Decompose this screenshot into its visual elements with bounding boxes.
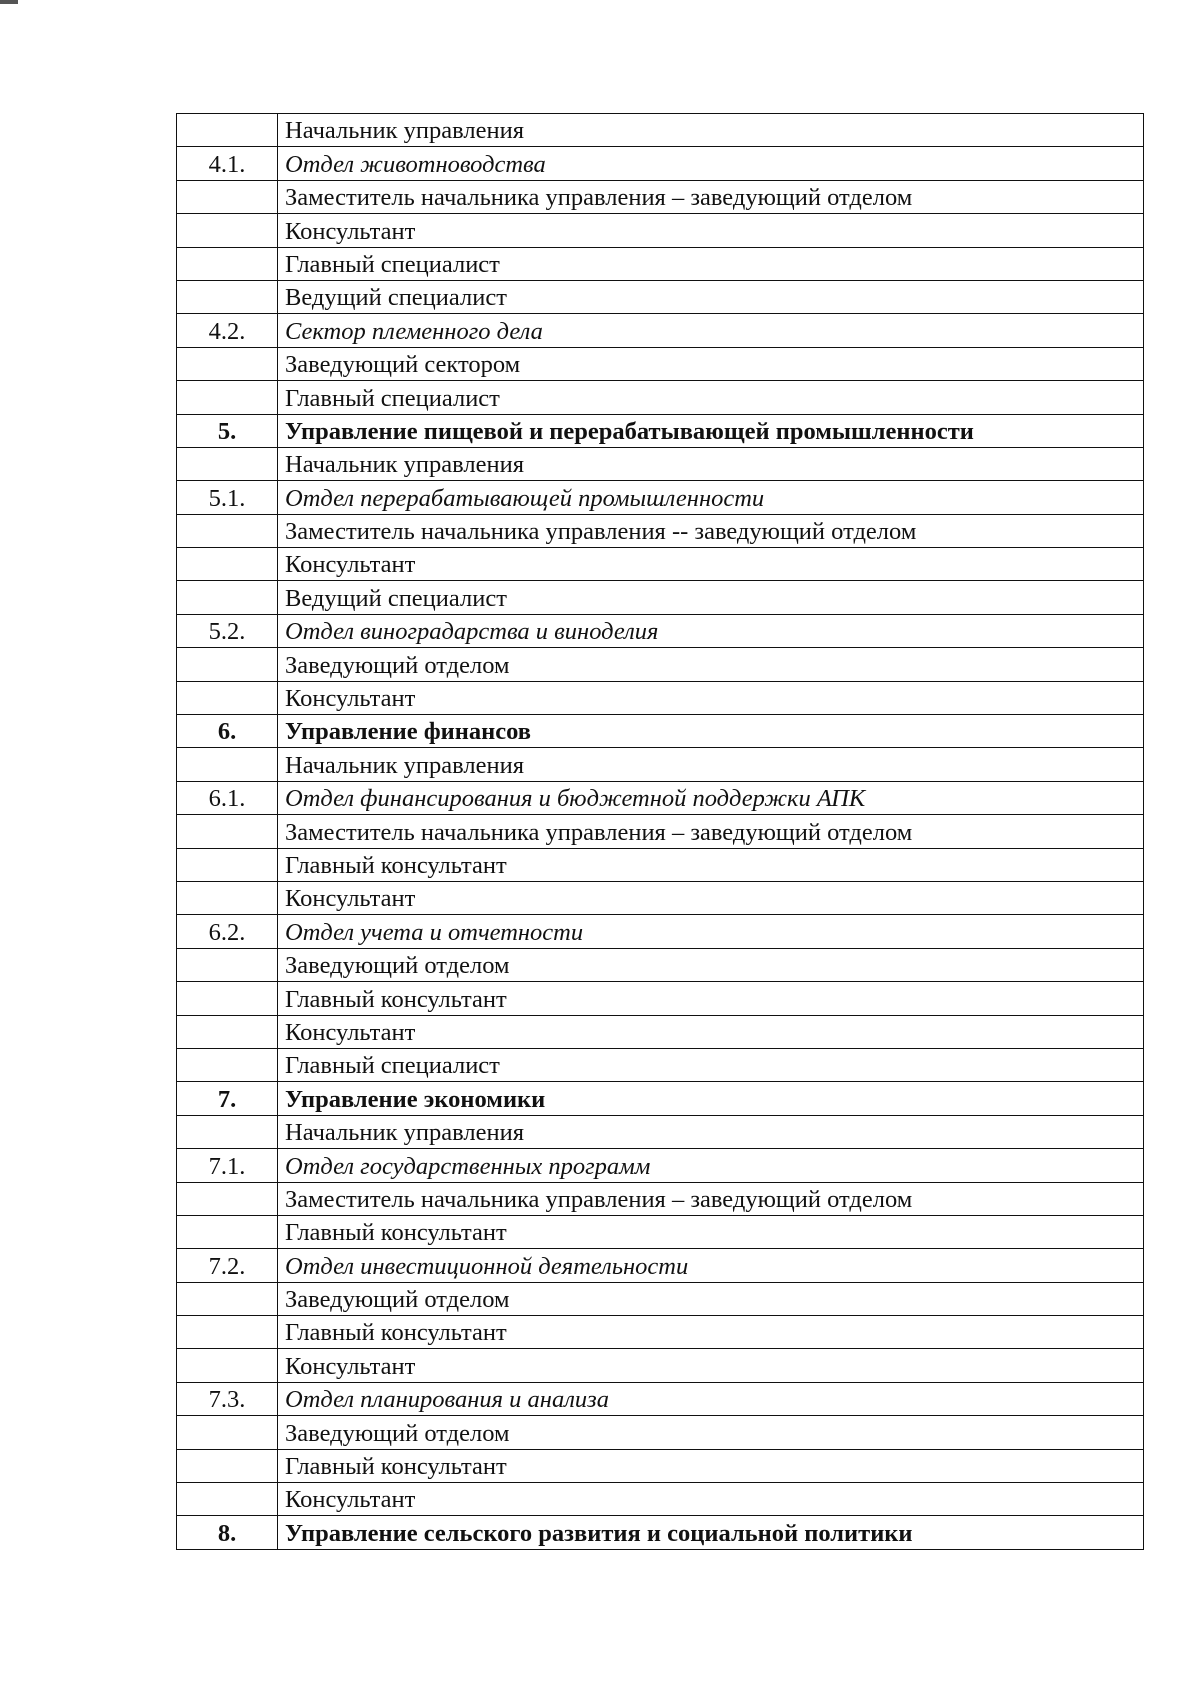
row-number-cell	[177, 848, 278, 881]
row-number-cell	[177, 214, 278, 247]
table-row-subdivision	[177, 915, 1144, 948]
row-number-cell	[177, 681, 278, 714]
table-row-position	[177, 1015, 1144, 1048]
position-name-cell: Главный консультант	[278, 848, 1144, 881]
table-row-subdivision	[177, 147, 1144, 180]
position-name-cell: Ведущий специалист	[278, 581, 1144, 614]
table-row-position	[177, 1449, 1144, 1482]
table-row-position	[177, 548, 1144, 581]
scan-edge-mark	[0, 0, 18, 4]
table-row-position	[177, 514, 1144, 547]
table-row-subdivision	[177, 314, 1144, 347]
position-name-cell: Консультант	[278, 1349, 1144, 1382]
position-name-cell: Консультант	[278, 1483, 1144, 1516]
position-name-cell: Заместитель начальника управления – заведующий отделом	[278, 1182, 1144, 1215]
position-name-cell: Заведующий отделом	[278, 1416, 1144, 1449]
row-number-cell	[177, 748, 278, 781]
table-row-subdivision	[177, 1249, 1144, 1282]
table-row-position	[177, 214, 1144, 247]
table-row-department	[177, 414, 1144, 447]
row-number-cell	[177, 347, 278, 380]
table-row-position	[177, 381, 1144, 414]
position-name-cell: Главный консультант	[278, 1316, 1144, 1349]
department-name-cell: Управление сельского развития и социальной политики	[278, 1516, 1144, 1549]
row-number-cell	[177, 1483, 278, 1516]
table-row-subdivision	[177, 614, 1144, 647]
row-number-cell	[177, 982, 278, 1015]
subdivision-name-cell: Отдел перерабатывающей промышленности	[278, 481, 1144, 514]
position-name-cell: Заведующий сектором	[278, 347, 1144, 380]
position-name-cell: Главный специалист	[278, 247, 1144, 280]
position-name-cell: Заведующий отделом	[278, 648, 1144, 681]
table-row-department	[177, 715, 1144, 748]
row-number-cell	[177, 815, 278, 848]
table-body	[177, 114, 1144, 1550]
row-number-cell	[177, 514, 278, 547]
position-name-cell: Начальник управления	[278, 114, 1144, 147]
table-row-position	[177, 948, 1144, 981]
table-row-position	[177, 815, 1144, 848]
subdivision-name-cell: Отдел финансирования и бюджетной поддержки АПК	[278, 781, 1144, 814]
table-row-position	[177, 1282, 1144, 1315]
table-row-position	[177, 280, 1144, 313]
table-row-position	[177, 1316, 1144, 1349]
row-number-cell	[177, 581, 278, 614]
table-row-department	[177, 1082, 1144, 1115]
table-row-position	[177, 681, 1144, 714]
row-number-cell	[177, 948, 278, 981]
row-number-cell	[177, 1015, 278, 1048]
row-number-cell	[177, 1115, 278, 1148]
position-name-cell: Начальник управления	[278, 447, 1144, 480]
table-row-position	[177, 881, 1144, 914]
row-number-cell: 4.2.	[177, 314, 278, 347]
table-row-position	[177, 982, 1144, 1015]
table-row-position	[177, 848, 1144, 881]
row-number-cell	[177, 447, 278, 480]
table-row-position	[177, 180, 1144, 213]
subdivision-name-cell: Отдел животноводства	[278, 147, 1144, 180]
row-number-cell	[177, 548, 278, 581]
row-number-cell: 5.	[177, 414, 278, 447]
row-number-cell: 6.	[177, 715, 278, 748]
row-number-cell	[177, 1182, 278, 1215]
position-name-cell: Главный специалист	[278, 1048, 1144, 1081]
position-name-cell: Начальник управления	[278, 748, 1144, 781]
position-name-cell: Главный консультант	[278, 1449, 1144, 1482]
position-name-cell: Заведующий отделом	[278, 948, 1144, 981]
row-number-cell: 8.	[177, 1516, 278, 1549]
row-number-cell: 6.2.	[177, 915, 278, 948]
table-row-subdivision	[177, 1149, 1144, 1182]
position-name-cell: Консультант	[278, 1015, 1144, 1048]
table-row-position	[177, 648, 1144, 681]
position-name-cell: Заместитель начальника управления -- заведующий отделом	[278, 514, 1144, 547]
row-number-cell	[177, 381, 278, 414]
row-number-cell: 6.1.	[177, 781, 278, 814]
position-name-cell: Заместитель начальника управления – заведующий отделом	[278, 180, 1144, 213]
position-name-cell: Главный консультант	[278, 1215, 1144, 1248]
position-name-cell: Консультант	[278, 681, 1144, 714]
table-row-position	[177, 1483, 1144, 1516]
subdivision-name-cell: Отдел виноградарства и виноделия	[278, 614, 1144, 647]
position-name-cell: Начальник управления	[278, 1115, 1144, 1148]
table-row-position	[177, 247, 1144, 280]
table-row-position	[177, 1182, 1144, 1215]
subdivision-name-cell: Отдел учета и отчетности	[278, 915, 1144, 948]
row-number-cell	[177, 1316, 278, 1349]
table-row-position	[177, 1048, 1144, 1081]
position-name-cell: Заведующий отделом	[278, 1282, 1144, 1315]
table-row-position	[177, 1115, 1144, 1148]
row-number-cell: 7.2.	[177, 1249, 278, 1282]
position-name-cell: Консультант	[278, 214, 1144, 247]
table-row-position	[177, 1416, 1144, 1449]
table-row-position	[177, 748, 1144, 781]
table-row-position	[177, 114, 1144, 147]
table-row-subdivision	[177, 781, 1144, 814]
department-name-cell: Управление пищевой и перерабатывающей промышленности	[278, 414, 1144, 447]
row-number-cell	[177, 648, 278, 681]
department-name-cell: Управление экономики	[278, 1082, 1144, 1115]
staff-structure-table	[176, 113, 1144, 1550]
row-number-cell: 5.2.	[177, 614, 278, 647]
table-row-subdivision	[177, 1382, 1144, 1415]
table-row-subdivision	[177, 481, 1144, 514]
row-number-cell	[177, 280, 278, 313]
row-number-cell: 7.3.	[177, 1382, 278, 1415]
row-number-cell	[177, 1282, 278, 1315]
subdivision-name-cell: Сектор племенного дела	[278, 314, 1144, 347]
department-name-cell: Управление финансов	[278, 715, 1144, 748]
row-number-cell	[177, 1048, 278, 1081]
position-name-cell: Главный консультант	[278, 982, 1144, 1015]
position-name-cell: Ведущий специалист	[278, 280, 1144, 313]
position-name-cell: Консультант	[278, 548, 1144, 581]
row-number-cell: 7.	[177, 1082, 278, 1115]
table-row-position	[177, 447, 1144, 480]
subdivision-name-cell: Отдел планирования и анализа	[278, 1382, 1144, 1415]
table-row-position	[177, 1349, 1144, 1382]
row-number-cell	[177, 1349, 278, 1382]
position-name-cell: Главный специалист	[278, 381, 1144, 414]
row-number-cell: 4.1.	[177, 147, 278, 180]
row-number-cell	[177, 1416, 278, 1449]
subdivision-name-cell: Отдел инвестиционной деятельности	[278, 1249, 1144, 1282]
table-row-position	[177, 1215, 1144, 1248]
position-name-cell: Консультант	[278, 881, 1144, 914]
row-number-cell	[177, 180, 278, 213]
row-number-cell	[177, 1215, 278, 1248]
row-number-cell: 7.1.	[177, 1149, 278, 1182]
row-number-cell: 5.1.	[177, 481, 278, 514]
table-row-department	[177, 1516, 1144, 1549]
subdivision-name-cell: Отдел государственных программ	[278, 1149, 1144, 1182]
row-number-cell	[177, 247, 278, 280]
row-number-cell	[177, 114, 278, 147]
table-row-position	[177, 347, 1144, 380]
position-name-cell: Заместитель начальника управления – заведующий отделом	[278, 815, 1144, 848]
row-number-cell	[177, 881, 278, 914]
row-number-cell	[177, 1449, 278, 1482]
table-row-position	[177, 581, 1144, 614]
